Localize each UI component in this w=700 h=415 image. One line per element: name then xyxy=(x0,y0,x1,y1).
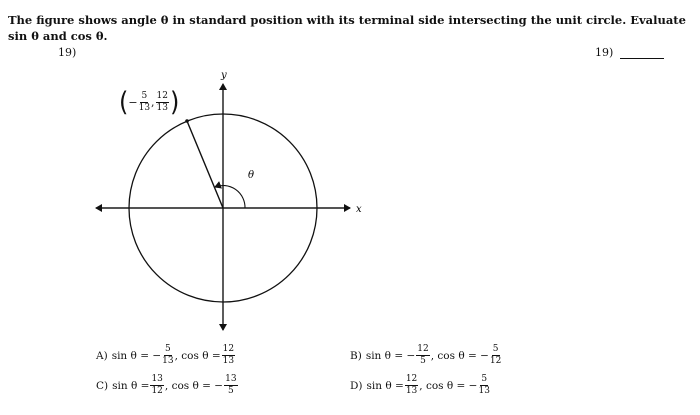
angle-label: θ xyxy=(248,170,255,181)
sin-text: sin θ = − xyxy=(365,349,416,362)
sin-fraction: $\frac{12}{13}$ xyxy=(405,374,418,396)
choice-letter: D) xyxy=(350,379,363,392)
choice-c[interactable] xyxy=(96,375,239,396)
cos-fraction: $\frac{5}{13}$ xyxy=(478,374,490,396)
sin-fraction: $\frac{5}{13}$ xyxy=(162,344,174,366)
x-axis-label: x xyxy=(356,204,362,215)
open-paren: ( xyxy=(119,86,129,118)
x-coordinate-fraction: $\frac{5}{13}$ xyxy=(138,90,151,113)
x-sign: − xyxy=(128,95,138,109)
cos-text: , cos θ = − xyxy=(164,379,224,392)
sin-text: sin θ = xyxy=(366,379,404,392)
question-number: 19) xyxy=(58,46,77,59)
choice-letter: C) xyxy=(96,379,109,392)
choice-letter: B) xyxy=(350,349,362,362)
choice-letter: A) xyxy=(96,349,108,362)
sin-text: sin θ = − xyxy=(111,349,162,362)
choice-a[interactable] xyxy=(96,345,236,366)
cos-text: , cos θ = − xyxy=(419,379,478,392)
comma: , xyxy=(151,95,155,109)
close-paren: ) xyxy=(170,86,180,118)
y-coordinate-fraction: $\frac{12}{13}$ xyxy=(156,90,168,113)
choice-d[interactable] xyxy=(350,375,491,396)
sin-fraction: $\frac{13}{12}$ xyxy=(151,374,163,396)
question-instructions: The figure shows angle θ in standard position with its terminal side intersecting the unit circle. Evaluate sin θ and cos θ. xyxy=(8,13,686,43)
angle-arc xyxy=(215,185,245,208)
cos-text: , cos θ = xyxy=(174,349,221,362)
y-axis-label: y xyxy=(221,70,227,81)
answer-number: 19) xyxy=(595,46,614,59)
sin-fraction: $\frac{12}{5}$ xyxy=(417,344,429,366)
terminal-side xyxy=(187,121,223,208)
cos-fraction: $\frac{5}{12}$ xyxy=(489,344,502,366)
cos-text: , cos θ = − xyxy=(430,349,489,362)
sin-text: sin θ = xyxy=(112,379,150,392)
cos-fraction: $\frac{12}{13}$ xyxy=(222,344,235,366)
cos-fraction: $\frac{13}{5}$ xyxy=(225,374,237,396)
point-coordinates xyxy=(119,86,180,118)
choice-b[interactable] xyxy=(350,345,502,366)
intersection-point xyxy=(185,119,189,123)
